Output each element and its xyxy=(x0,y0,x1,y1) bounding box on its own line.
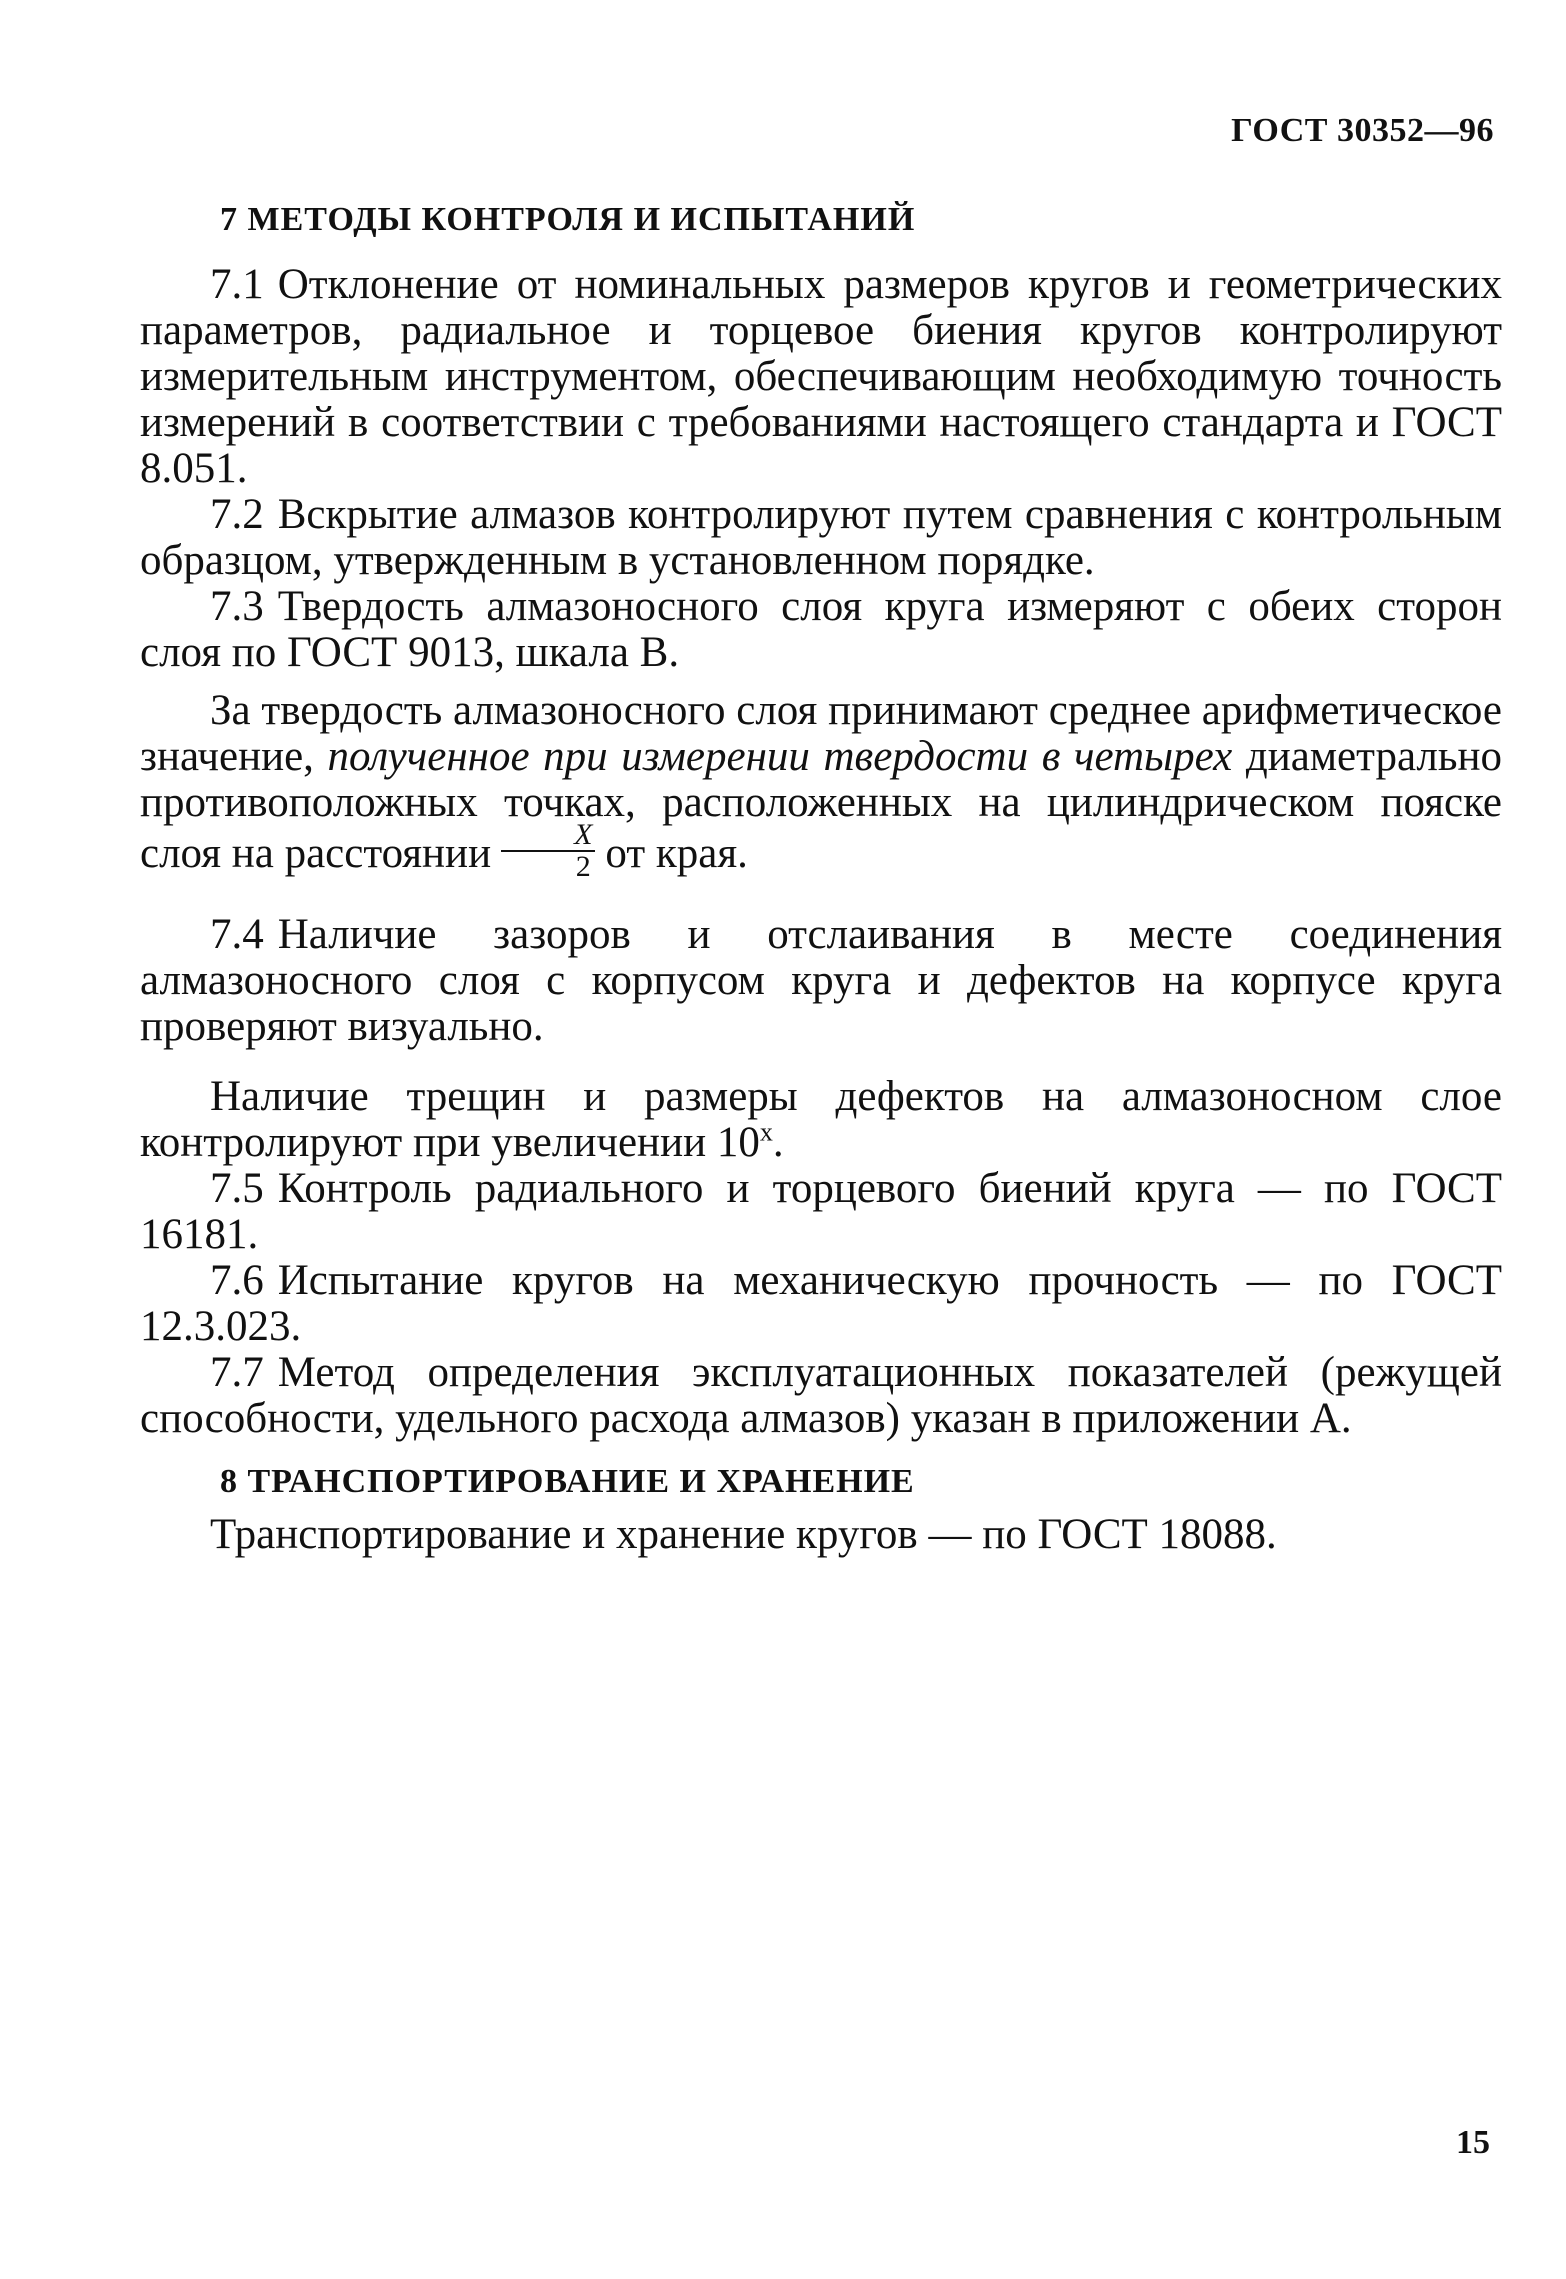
clause-text: Отклонение от номинальных размеров кругов и геометрических параметров, радиальное и торцевое биения кругов контролируют измерительным инструментом, обеспечивающим необходимую точность измерений в соответствии с требованиями настоящего стандарта и ГОСТ 8.051. xyxy=(140,261,1502,492)
clause-text: Контроль радиального и торцевого биений круга — по ГОСТ 16181. xyxy=(140,1165,1502,1258)
fraction xyxy=(501,820,595,882)
clause-7-1 xyxy=(140,262,1502,492)
clause-7-7 xyxy=(140,1350,1502,1442)
clause-7-5 xyxy=(140,1166,1502,1258)
clause-7-4-continuation xyxy=(140,1074,1502,1166)
clause-7-3-continuation xyxy=(140,688,1502,888)
italic-text: полученное при измерении твердости в четырех xyxy=(327,733,1233,780)
clause-end: . xyxy=(772,1119,784,1166)
clause-text: Испытание кругов на механическую прочность — по ГОСТ 12.3.023. xyxy=(140,1257,1502,1350)
fraction-numerator: X xyxy=(501,820,595,852)
clause-7-3 xyxy=(140,584,1502,676)
clause-text: Наличие трещин и размеры дефектов на алмазоносном слое контролируют при увеличении 10 xyxy=(140,1073,1502,1166)
clause-7-4 xyxy=(140,912,1502,1050)
clause-7-2 xyxy=(140,492,1502,584)
clause-text: Наличие зазоров и отслаивания в месте соединения алмазоносного слоя с корпусом круга и дефектов на корпусе круга проверяют визуально. xyxy=(140,911,1502,1050)
clause-text: диаметрально противоположных точках, расположенных на цилиндрическом пояске слоя на расстоянии xyxy=(140,733,1503,877)
section-7-heading: 7 МЕТОДЫ КОНТРОЛЯ И ИСПЫТАНИЙ xyxy=(220,201,916,238)
clause-number: 7.4 xyxy=(210,911,264,958)
section-8-heading: 8 ТРАНСПОРТИРОВАНИЕ И ХРАНЕНИЕ xyxy=(220,1463,915,1500)
clause-number: 7.2 xyxy=(210,491,264,538)
standard-designation: ГОСТ 30352—96 xyxy=(1231,112,1494,149)
clause-number: 7.7 xyxy=(210,1349,264,1396)
page-number: 15 xyxy=(1456,2124,1490,2161)
superscript: х xyxy=(759,1117,773,1147)
clause-number: 7.1 xyxy=(210,261,264,308)
clause-number: 7.3 xyxy=(210,583,264,630)
clause-text: За твердость алмазоносного слоя принимают среднее арифметическое значение, xyxy=(140,687,1502,780)
clause-number: 7.5 xyxy=(210,1165,264,1212)
clause-text: Твердость алмазоносного слоя круга измеряют с обеих сторон слоя по ГОСТ 9013, шкала В. xyxy=(140,583,1502,676)
clause-7-6 xyxy=(140,1258,1502,1350)
section-8-text: Транспортирование и хранение кругов — по ГОСТ 18088. xyxy=(210,1511,1277,1558)
page-content xyxy=(140,190,1502,1558)
clause-text: Вскрытие алмазов контролируют путем сравнения с контрольным образцом, утвержденным в установленном порядке. xyxy=(140,491,1502,584)
fraction-denominator: 2 xyxy=(575,850,591,883)
clause-text: Метод определения эксплуатационных показателей (режущей способности, удельного расхода алмазов) указан в приложении А. xyxy=(140,1349,1502,1442)
clause-text: от края. xyxy=(605,829,748,877)
clause-number: 7.6 xyxy=(210,1257,264,1304)
